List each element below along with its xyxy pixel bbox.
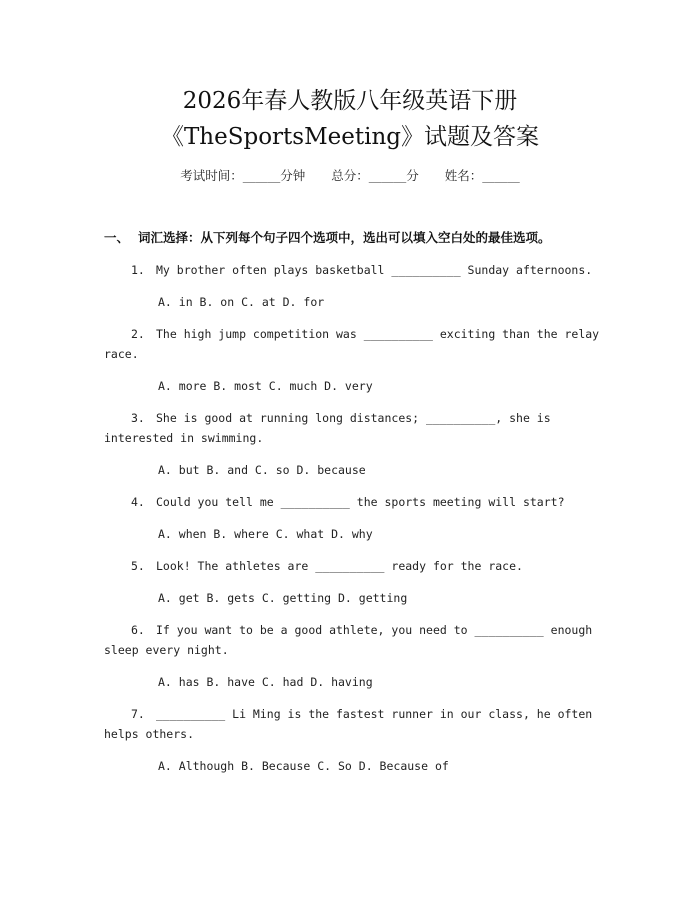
question-number: 4. — [131, 495, 145, 509]
question-item — [104, 556, 604, 576]
question-text: Could you tell me __________ the sports meeting will start? — [156, 495, 565, 509]
question-options: A. get B. gets C. getting D. getting — [158, 591, 408, 605]
question-number: 3. — [131, 411, 145, 425]
question-options: A. Although B. Because C. So D. Because of — [158, 759, 449, 773]
question-item — [104, 620, 604, 660]
exam-time-field: 考试时间：______分钟 — [180, 168, 306, 183]
section-heading — [104, 229, 551, 247]
section-number: 一、 — [104, 230, 130, 245]
question-text: If you want to be a good athlete, you need to __________ enough sleep every night. — [104, 623, 593, 657]
question-options: A. when B. where C. what D. why — [158, 527, 373, 541]
question-number: 1. — [131, 263, 145, 277]
question-number: 5. — [131, 559, 145, 573]
document-title: 2026年春人教版八年级英语下册 — [182, 88, 518, 114]
question-text: The high jump competition was __________ exciting than the relay race. — [104, 327, 600, 361]
question-options: A. has B. have C. had D. having — [158, 675, 373, 689]
question-number: 2. — [131, 327, 145, 341]
question-options: A. more B. most C. much D. very — [158, 379, 373, 393]
question-item — [104, 408, 604, 448]
question-text: My brother often plays basketball __________ Sunday afternoons. — [156, 263, 593, 277]
question-item — [104, 492, 604, 512]
question-text: __________ Li Ming is the fastest runner in our class, he often helps others. — [104, 707, 593, 741]
question-number: 7. — [131, 707, 145, 721]
question-item — [104, 260, 604, 280]
section-instruction: 词汇选择：从下列每个句子四个选项中，选出可以填入空白处的最佳选项。 — [138, 230, 551, 245]
exam-meta-line — [0, 167, 700, 185]
total-score-field: 总分：______分 — [331, 168, 419, 183]
question-item — [104, 324, 604, 364]
question-text: She is good at running long distances; __________, she is interested in swimming. — [104, 411, 551, 445]
question-options: A. but B. and C. so D. because — [158, 463, 366, 477]
document-subtitle: 《TheSportsMeeting》试题及答案 — [160, 124, 540, 150]
question-item — [104, 704, 604, 744]
name-field: 姓名：______ — [444, 168, 520, 183]
question-number: 6. — [131, 623, 145, 637]
question-options: A. in B. on C. at D. for — [158, 295, 325, 309]
question-text: Look! The athletes are __________ ready for the race. — [156, 559, 523, 573]
